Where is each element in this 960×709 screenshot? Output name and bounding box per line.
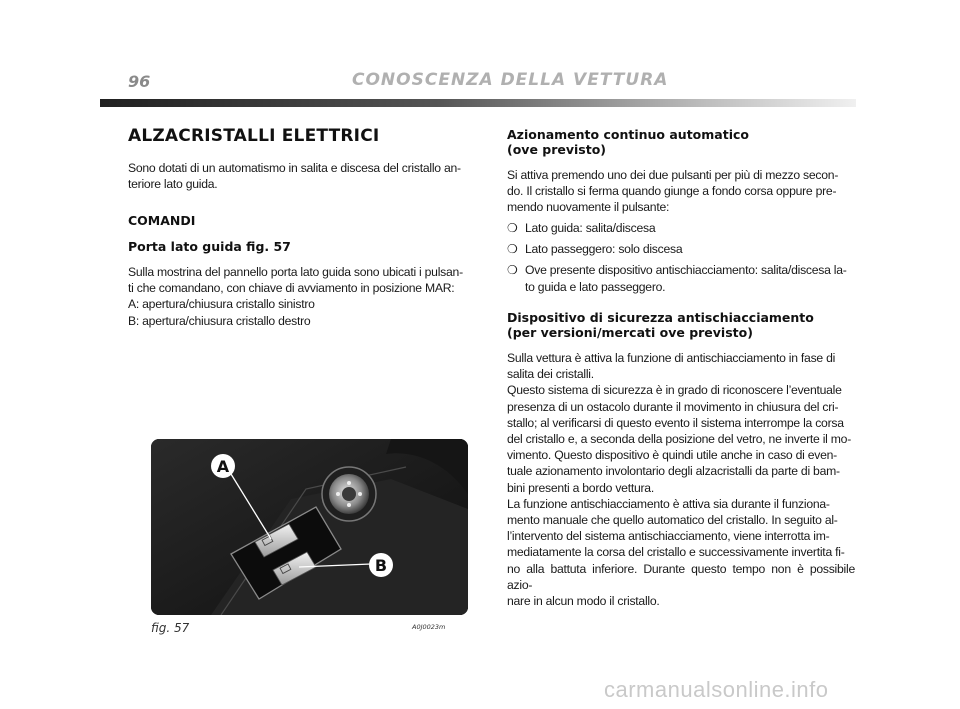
porta-heading: Porta lato guida fig. 57 xyxy=(128,239,291,254)
body-line: Sulla mostrina del pannello porta lato guida sono ubicati i pulsan- xyxy=(128,265,463,279)
figure-57-photo xyxy=(151,439,468,615)
callout-b-label: B xyxy=(374,556,388,575)
list-item xyxy=(507,262,855,294)
body-line: B: apertura/chiusura cristallo destro xyxy=(128,313,311,328)
body-line: del cristallo e, a seconda della posizione del vetro, ne inverte il mo- xyxy=(507,432,852,447)
list-item-text: Ove presente dispositivo antischiacciamento: salita/discesa la- xyxy=(525,263,847,278)
body-line: tuale azionamento involontario degli alzacristalli da parte di bam- xyxy=(507,464,840,479)
list-item xyxy=(507,220,855,236)
body-line: ti che comandano, con chiave di avviamento in posizione MAR: xyxy=(128,281,455,296)
callout-b xyxy=(369,553,393,577)
header-rule xyxy=(100,99,856,107)
comandi-paragraph xyxy=(128,264,478,329)
body-line: Si attiva premendo uno dei due pulsanti per più di mezzo secon- xyxy=(507,168,839,182)
intro-line: teriore lato guida. xyxy=(128,177,218,192)
list-item-text: to guida e lato passeggero. xyxy=(525,279,666,294)
body-line: no alla battuta inferiore. Durante questo tempo non è possibile azio- xyxy=(507,561,855,592)
body-line: La funzione antischiacciamento è attiva sia durante il funziona- xyxy=(507,496,830,511)
body-line: do. Il cristallo si ferma quando giunge a fondo corsa oppure pre- xyxy=(507,184,837,199)
figure-code: A0J0023m xyxy=(412,623,446,631)
safety-heading xyxy=(507,310,814,340)
safety-heading-line: (per versioni/mercati ove previsto) xyxy=(507,325,753,340)
intro-line: Sono dotati di un automatismo in salita e discesa del cristallo an- xyxy=(128,161,461,175)
circle-bullet-icon: ❍ xyxy=(507,221,518,235)
auto-heading xyxy=(507,127,749,157)
figure-caption: fig. 57 xyxy=(151,621,190,635)
body-line: vimento. Questo dispositivo è quindi utile anche in caso di even- xyxy=(507,448,837,463)
mirror-knob-icon xyxy=(322,467,376,521)
auto-heading-line: (ove previsto) xyxy=(507,142,607,157)
body-line: nare in alcun modo il cristallo. xyxy=(507,594,660,609)
list-item-text: Lato guida: salita/discesa xyxy=(525,221,656,235)
callout-a-label: A xyxy=(216,457,230,476)
bullet-list xyxy=(507,220,855,300)
body-line: Questo sistema di sicurezza è in grado di riconoscere l’eventuale xyxy=(507,383,842,398)
list-item xyxy=(507,241,855,257)
intro-paragraph xyxy=(128,160,478,192)
auto-paragraph xyxy=(507,167,855,216)
section-title: ALZACRISTALLI ELETTRICI xyxy=(128,126,380,146)
body-line: mento manuale che quello automatico del cristallo. In seguito al- xyxy=(507,513,838,528)
body-line: mediatamente la corsa del cristallo e successivamente invertita fi- xyxy=(507,545,845,560)
door-panel-illustration xyxy=(151,439,468,615)
running-title: CONOSCENZA DELLA VETTURA xyxy=(352,70,669,90)
body-line: Sulla vettura è attiva la funzione di antischiacciamento in fase di xyxy=(507,351,836,365)
body-line: bini presenti a bordo vettura. xyxy=(507,480,654,495)
body-line: stallo; al verificarsi di questo evento il sistema interrompe la corsa xyxy=(507,415,844,430)
callout-a xyxy=(211,454,235,478)
circle-bullet-icon: ❍ xyxy=(507,263,518,278)
body-line: salita dei cristalli. xyxy=(507,367,594,382)
auto-heading-line: Azionamento continuo automatico xyxy=(507,127,749,142)
body-line: mendo nuovamente il pulsante: xyxy=(507,200,670,215)
safety-paragraph xyxy=(507,350,855,609)
watermark-text: carmanualsonline.info xyxy=(604,677,829,702)
comandi-heading: COMANDI xyxy=(128,213,196,228)
body-line: A: apertura/chiusura cristallo sinistro xyxy=(128,297,315,312)
circle-bullet-icon: ❍ xyxy=(507,242,518,257)
page-number: 96 xyxy=(128,72,151,91)
list-item-text: Lato passeggero: solo discesa xyxy=(525,242,683,257)
body-line: l’intervento del sistema antischiacciamento, viene interrotta im- xyxy=(507,529,830,544)
body-line: presenza di un ostacolo durante il movimento in chiusura del cri- xyxy=(507,399,839,414)
safety-heading-line: Dispositivo di sicurezza antischiacciamento xyxy=(507,310,814,325)
